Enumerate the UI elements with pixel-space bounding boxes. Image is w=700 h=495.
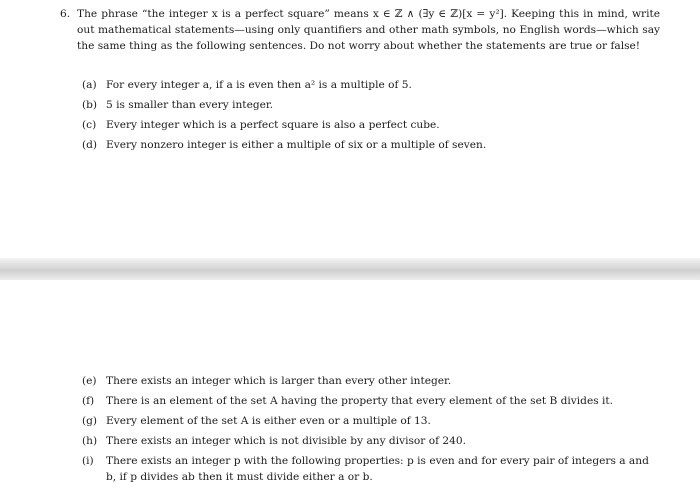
- part-d: [82, 137, 662, 153]
- part-f: [82, 393, 662, 409]
- part-label: (g): [82, 415, 98, 427]
- part-label: (e): [82, 375, 97, 387]
- problem-number: 6.: [60, 8, 71, 20]
- part-text: Every element of the set A is either even or a multiple of 13.: [106, 415, 431, 427]
- part-text: For every integer a, if a is even then a² is a multiple of 5.: [106, 79, 412, 91]
- part-label: (h): [82, 435, 98, 447]
- part-a: [82, 77, 662, 93]
- part-label: (i): [82, 455, 94, 467]
- part-label: (d): [82, 139, 98, 151]
- part-c: [82, 117, 662, 133]
- part-label: (a): [82, 79, 97, 91]
- parts-list-top: [82, 77, 662, 157]
- problem-intro: The phrase “the integer x is a perfect square” means x ∈ ℤ ∧ (∃y ∈ ℤ)[x = y²]. Keeping this in mind, write out mathematical statements—using only quantifiers and other math symbols, no English words—which say the same thing as the following sentences. Do not worry about whether the statements are true or false!: [77, 8, 660, 53]
- part-text: Every nonzero integer is either a multiple of six or a multiple of seven.: [106, 139, 487, 151]
- part-text: 5 is smaller than every integer.: [106, 99, 274, 111]
- part-h: [82, 433, 662, 449]
- part-b: [82, 97, 662, 113]
- part-label: (f): [82, 395, 95, 407]
- parts-list-bottom: [82, 373, 662, 489]
- part-label: (b): [82, 99, 98, 111]
- page-separator: [0, 258, 700, 280]
- part-g: [82, 413, 662, 429]
- part-label: (c): [82, 119, 97, 131]
- part-text: There exists an integer p with the following properties: p is even and for every pair of integers a and b, if p divides ab then it must divide either a or b.: [106, 455, 649, 483]
- part-e: [82, 373, 662, 389]
- part-text: There is an element of the set A having the property that every element of the set B divides it.: [106, 395, 614, 407]
- part-text: There exists an integer which is larger than every other integer.: [106, 375, 452, 387]
- part-i: [82, 453, 662, 485]
- problem-6: [60, 6, 660, 55]
- part-text: There exists an integer which is not divisible by any divisor of 240.: [106, 435, 466, 447]
- part-text: Every integer which is a perfect square is also a perfect cube.: [106, 119, 440, 131]
